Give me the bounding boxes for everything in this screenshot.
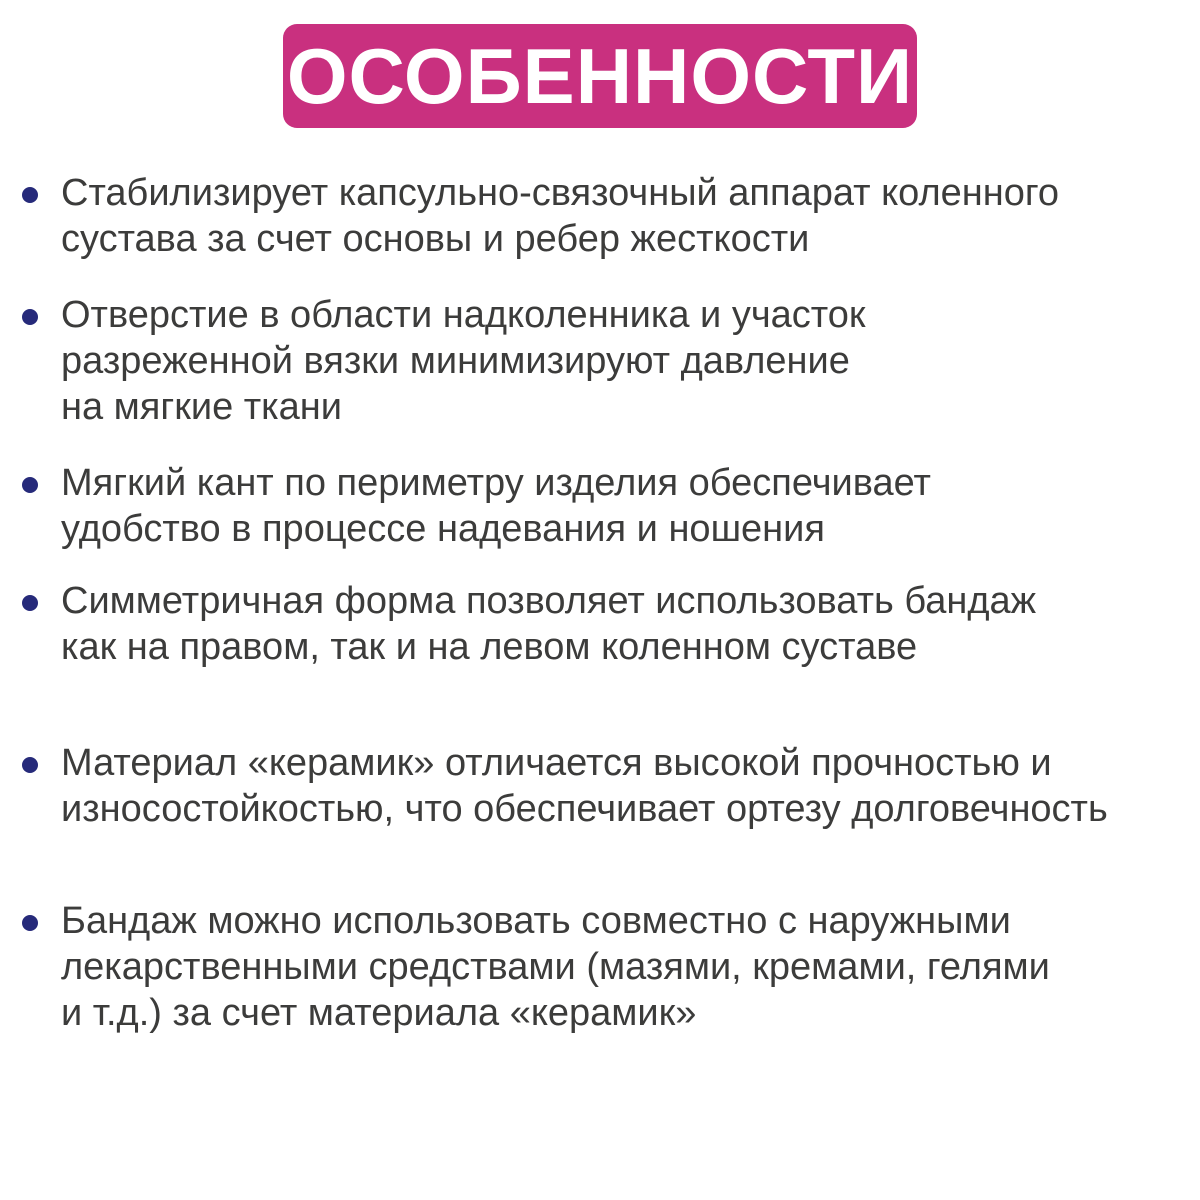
bullet-icon	[22, 595, 38, 611]
bullet-icon	[22, 757, 38, 773]
feature-text: Отверстие в области надколенника и участок разреженной вязки минимизируют давление на мягкие ткани	[61, 294, 866, 428]
feature-text: Мягкий кант по периметру изделия обеспечивает удобство в процессе надевания и ношения	[61, 462, 931, 550]
bullet-icon	[22, 309, 38, 325]
page-title-badge	[283, 24, 917, 128]
feature-text: Стабилизирует капсульно-связочный аппарат коленного сустава за счет основы и ребер жесткости	[61, 172, 1060, 260]
feature-text: Материал «керамик» отличается высокой прочностью и износостойкостью, что обеспечивает ортезу долговечность	[61, 742, 1108, 830]
feature-text: Бандаж можно использовать совместно с наружными лекарственными средствами (мазями, кремами, гелями и т.д.) за счет материала «керамик»	[61, 900, 1050, 1034]
feature-text: Симметричная форма позволяет использовать бандаж как на правом, так и на левом коленном суставе	[61, 580, 1037, 668]
page-title: ОСОБЕННОСТИ	[286, 32, 914, 120]
bullet-icon	[22, 477, 38, 493]
bullet-icon	[22, 915, 38, 931]
bullet-icon	[22, 187, 38, 203]
